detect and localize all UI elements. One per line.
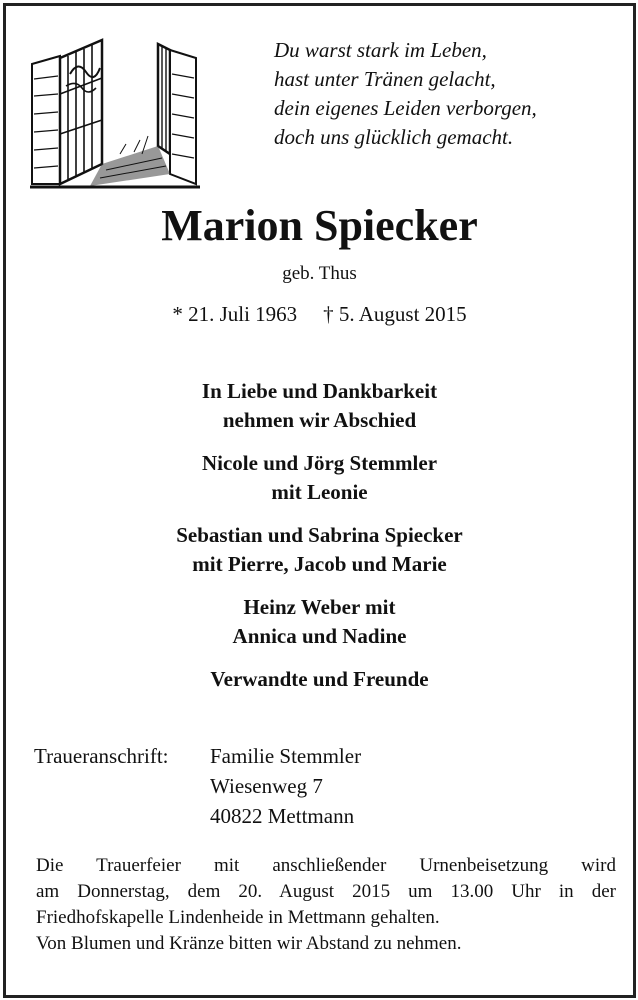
mourner-group: [6, 521, 633, 579]
open-gate-icon: [30, 34, 200, 190]
mourner-group: [6, 449, 633, 507]
life-dates: [6, 302, 633, 327]
mourner-group: [6, 665, 633, 694]
mourner-line: mit Pierre, Jacob und Marie: [192, 552, 447, 576]
mourning-address: [34, 741, 361, 831]
service-info: [36, 853, 616, 957]
mourner-line: Heinz Weber mit: [243, 595, 396, 619]
mourner-group: [6, 593, 633, 651]
address-line: Familie Stemmler: [210, 744, 362, 768]
deceased-name: Marion Spiecker: [161, 201, 478, 250]
poem-line: dein eigenes Leiden verborgen,: [274, 96, 537, 120]
obituary-notice: [3, 3, 636, 998]
mourner-line: In Liebe und Dankbarkeit: [201, 379, 438, 403]
address-label: Traueranschrift:: [34, 744, 169, 768]
service-line: Die Trauerfeier mit anschließender Urnenbeisetzung wird: [36, 855, 616, 876]
birth-date: * 21. Juli 1963: [172, 302, 298, 326]
mourner-line: Nicole und Jörg Stemmler: [201, 451, 438, 475]
mourner-line: Annica und Nadine: [232, 624, 407, 648]
poem-line: Du warst stark im Leben,: [274, 38, 487, 62]
address-line: Wiesenweg 7: [210, 774, 323, 798]
service-line: Von Blumen und Kränze bitten wir Abstand zu nehmen.: [36, 933, 462, 954]
mourner-line: mit Leonie: [271, 480, 368, 504]
service-line: Friedhofskapelle Lindenheide in Mettmann gehalten.: [36, 907, 440, 928]
service-line: am Donnerstag, dem 20. August 2015 um 13.00 Uhr in der: [36, 881, 616, 902]
mourner-group: [6, 377, 633, 435]
address-line: 40822 Mettmann: [210, 804, 355, 828]
mourner-line: Verwandte und Freunde: [210, 667, 429, 691]
poem: [274, 36, 537, 152]
mourner-line: nehmen wir Abschied: [222, 408, 417, 432]
birth-name: geb. Thus: [282, 263, 357, 284]
poem-line: doch uns glücklich gemacht.: [274, 125, 514, 149]
mourners-list: [6, 377, 633, 708]
mourner-line: Sebastian und Sabrina Spiecker: [176, 523, 463, 547]
poem-line: hast unter Tränen gelacht,: [274, 67, 496, 91]
death-date: † 5. August 2015: [323, 302, 467, 326]
